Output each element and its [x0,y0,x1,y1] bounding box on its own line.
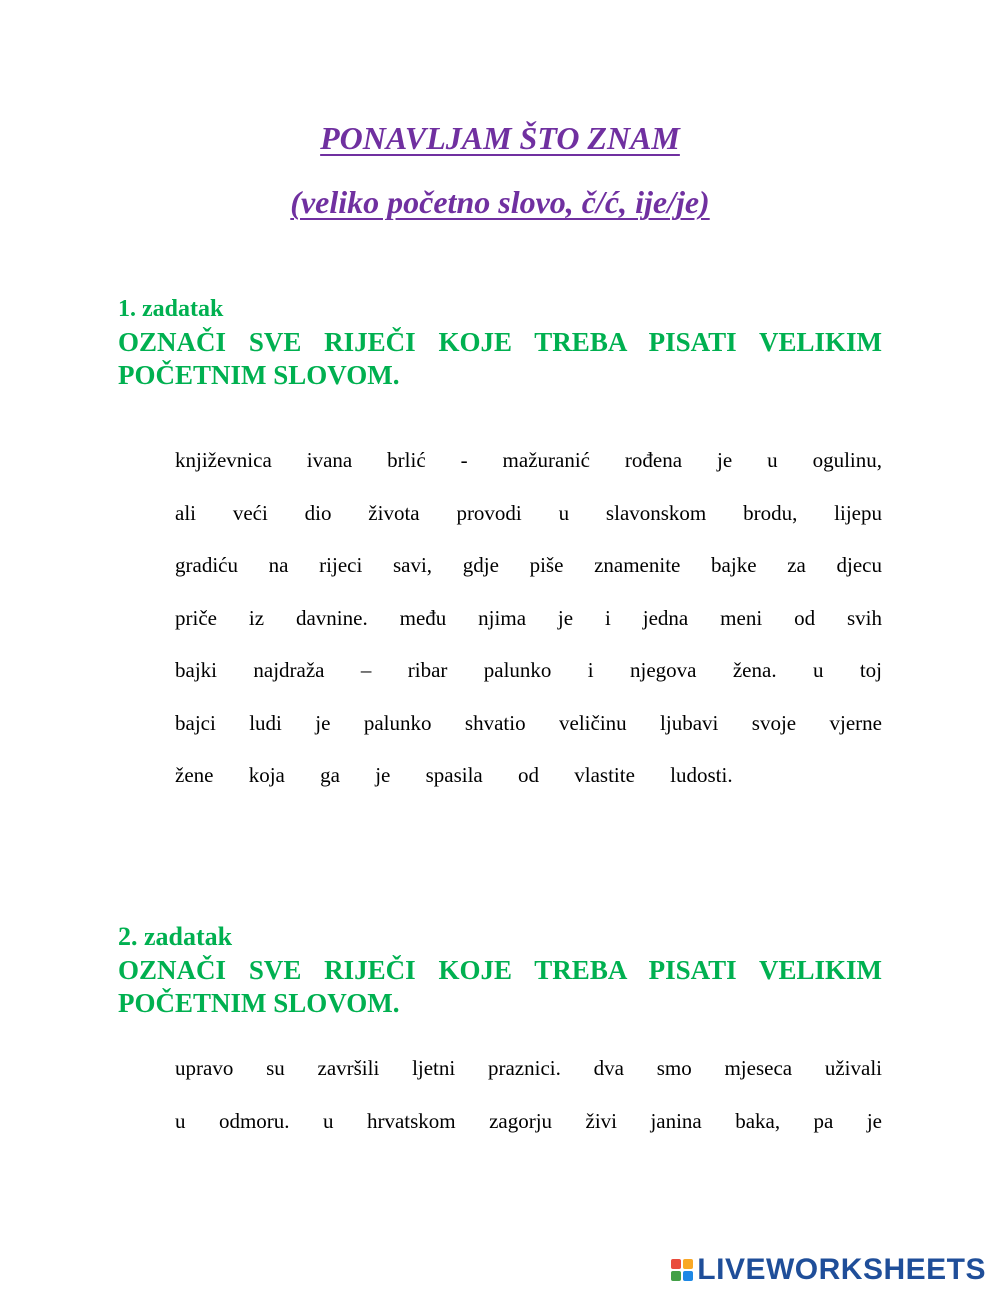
task-1-instruction-line: OZNAČI SVE RIJEČI KOJE TREBA PISATI VELIKIM [118,327,882,357]
task-1-text-line[interactable]: književnica ivana brlić - mažuranić rođena je u ogulinu, [175,448,882,472]
task-1-text-line[interactable]: gradiću na rijeci savi, gdje piše znamenite bajke za djecu [175,553,882,577]
task-1-text [175,448,882,816]
logo-square-yellow [683,1259,693,1269]
task-2-instruction [118,954,882,1020]
task-1-text-line[interactable]: žene koja ga je spasila od vlastite ludosti. [175,763,733,787]
task-1-text-line[interactable]: bajki najdraža – ribar palunko i njegova žena. u toj [175,658,882,682]
task-2-instruction-line: OZNAČI SVE RIJEČI KOJE TREBA PISATI VELIKIM [118,955,882,985]
task-2-text [175,1056,882,1161]
logo-text: LIVEWORKSHEETS [697,1253,986,1286]
task-2-number: 2. zadatak [118,922,233,951]
page-title: PONAVLJAM ŠTO ZNAM [320,120,680,156]
liveworksheets-logo [671,1253,986,1287]
task-1-text-line[interactable]: bajci ludi je palunko shvatio veličinu ljubavi svoje vjerne [175,710,882,735]
logo-square-blue [683,1271,693,1281]
task-2-text-line[interactable]: u odmoru. u hrvatskom zagorju živi janina baka, pa je [175,1108,882,1133]
task-1-number: 1. zadatak [118,296,224,322]
task-1-text-line[interactable]: ali veći dio života provodi u slavonskom brodu, lijepu [175,500,882,525]
task-1-instruction-line: POČETNIM SLOVOM. [118,360,400,390]
page-subtitle: (veliko početno slovo, č/ć, ije/je) [290,184,710,220]
logo-square-red [671,1259,681,1269]
task-1-text-line[interactable]: priče iz davnine. među njima je i jedna meni od svih [175,605,882,630]
task-2-instruction-line: POČETNIM SLOVOM. [118,988,400,1018]
logo-square-green [671,1271,681,1281]
liveworksheets-logo-icon [671,1259,693,1281]
task-2-text-line[interactable]: upravo su završili ljetni praznici. dva smo mjeseca uživali [175,1056,882,1080]
task-1-instruction [118,326,882,392]
